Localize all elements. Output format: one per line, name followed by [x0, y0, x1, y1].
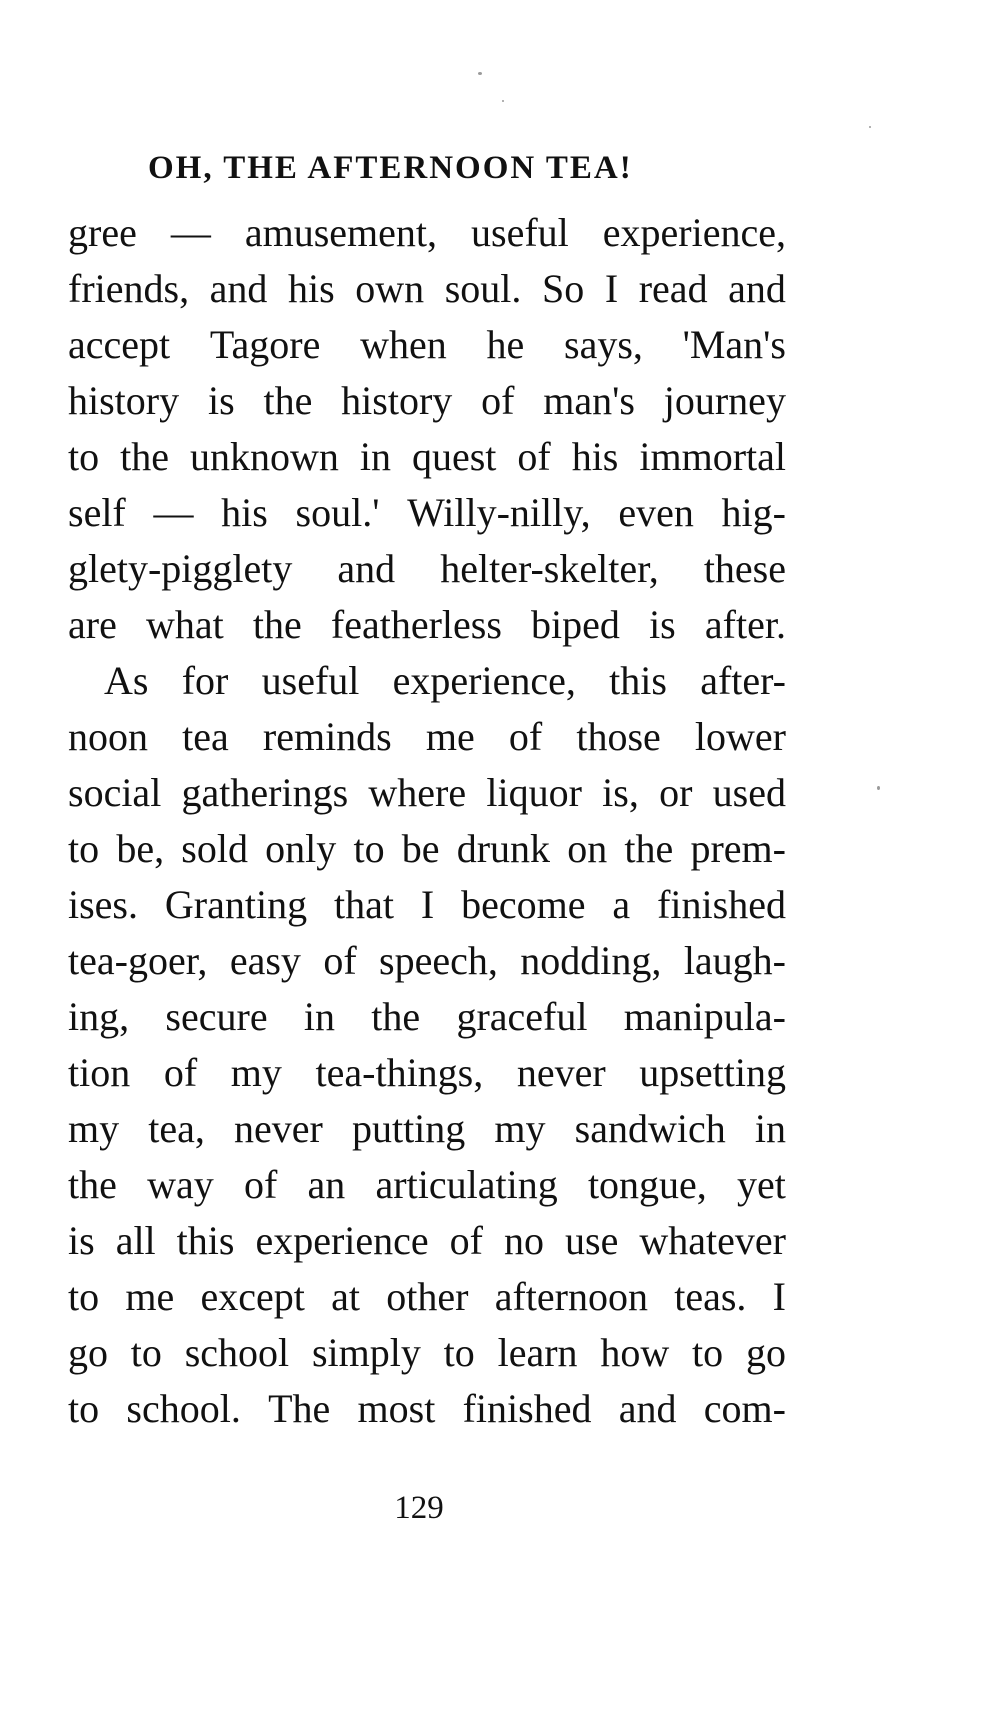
word: lower: [694, 714, 786, 759]
text-line: [68, 485, 786, 541]
text-line: [68, 1269, 786, 1325]
word: go: [68, 1330, 108, 1375]
word: read: [638, 266, 708, 311]
word: com-: [703, 1386, 786, 1431]
word: 'Man's: [682, 322, 786, 367]
word: tion: [68, 1050, 131, 1095]
word: use: [565, 1218, 619, 1263]
word: history: [68, 378, 180, 423]
word: glety-pigglety: [68, 546, 293, 591]
word: nodding,: [520, 938, 662, 983]
word: tea-things,: [315, 1050, 484, 1095]
word: or: [659, 770, 693, 815]
word: learn: [497, 1330, 578, 1375]
word: unknown: [189, 434, 339, 479]
word: is: [68, 1218, 95, 1263]
text-line: [68, 1045, 786, 1101]
text-line: [68, 1325, 786, 1381]
word: biped: [531, 602, 620, 647]
word: —: [153, 490, 194, 535]
running-head: OH, THE AFTERNOON TEA!: [148, 150, 633, 186]
word: experience: [255, 1218, 429, 1263]
word: except: [200, 1274, 305, 1319]
word: an: [307, 1162, 346, 1207]
word: that: [334, 882, 394, 927]
word: hig-: [721, 490, 786, 535]
word: Granting: [164, 882, 308, 927]
word: to: [68, 1274, 100, 1319]
word: me: [125, 1274, 175, 1319]
word: amusement,: [244, 210, 437, 255]
word: how: [600, 1330, 670, 1375]
word: most: [357, 1386, 436, 1431]
word: even: [618, 490, 694, 535]
word: on: [567, 826, 608, 871]
word: of: [243, 1162, 278, 1207]
word: never: [234, 1106, 323, 1151]
word: this: [176, 1218, 235, 1263]
word: says,: [564, 322, 643, 367]
word: for: [181, 658, 229, 703]
word: So: [542, 266, 585, 311]
text-line: [68, 261, 786, 317]
word: accept: [68, 322, 171, 367]
word: at: [331, 1274, 360, 1319]
word: immortal: [639, 434, 786, 479]
word: easy: [229, 938, 301, 983]
word: ises.: [68, 882, 138, 927]
word: experience,: [392, 658, 576, 703]
page-number: 129: [394, 1490, 444, 1526]
word: those: [576, 714, 661, 759]
word: school.: [126, 1386, 241, 1431]
word: to: [68, 826, 100, 871]
word: to: [68, 434, 100, 479]
text-line: [68, 1381, 786, 1437]
paper-speck: [869, 126, 871, 128]
word: his: [288, 266, 335, 311]
text-line: [68, 541, 786, 597]
word: and: [728, 266, 786, 311]
word: these: [703, 546, 786, 591]
word: journey: [663, 378, 786, 423]
word: of: [517, 434, 551, 479]
word: to: [68, 1386, 100, 1431]
word: teas.: [674, 1274, 747, 1319]
word: Tagore: [209, 322, 321, 367]
word: I: [420, 882, 435, 927]
word: finished: [462, 1386, 592, 1431]
word: to: [353, 826, 385, 871]
word: tea-goer,: [68, 938, 208, 983]
word: be,: [116, 826, 165, 871]
word: of: [449, 1218, 483, 1263]
word: Willy-nilly,: [407, 490, 591, 535]
text-line: [68, 1101, 786, 1157]
word: after.: [704, 602, 786, 647]
word: putting: [351, 1106, 466, 1151]
text-line: [68, 1213, 786, 1269]
word: to: [692, 1330, 724, 1375]
text-line: [68, 709, 786, 765]
body-text: [68, 205, 786, 1437]
word: manipula-: [623, 994, 786, 1039]
text-line: [68, 877, 786, 933]
word: my: [230, 1050, 282, 1095]
word: I: [772, 1274, 786, 1319]
word: school: [184, 1330, 290, 1375]
word: drunk: [456, 826, 551, 871]
word: laugh-: [683, 938, 786, 983]
word: upsetting: [639, 1050, 786, 1095]
word: As: [104, 658, 149, 703]
word: reminds: [262, 714, 392, 759]
paper-speck: [877, 786, 880, 790]
text-line: [68, 933, 786, 989]
word: noon: [68, 714, 148, 759]
word: all: [115, 1218, 156, 1263]
word: way: [147, 1162, 214, 1207]
word: liquor: [486, 770, 582, 815]
word: afternoon: [494, 1274, 648, 1319]
word: sandwich: [574, 1106, 726, 1151]
word: friends,: [68, 266, 190, 311]
word: of: [163, 1050, 198, 1095]
word: helter-skelter,: [440, 546, 659, 591]
word: soul.: [444, 266, 522, 311]
word: the: [68, 1162, 117, 1207]
word: to: [443, 1330, 475, 1375]
word: is,: [602, 770, 639, 815]
word: gree: [68, 210, 137, 255]
word: when: [360, 322, 447, 367]
word: useful: [471, 210, 569, 255]
word: he: [486, 322, 525, 367]
word: be: [401, 826, 440, 871]
text-line: [68, 373, 786, 429]
word: featherless: [330, 602, 502, 647]
word: no: [504, 1218, 544, 1263]
word: the: [371, 994, 421, 1039]
word: prem-: [690, 826, 786, 871]
word: in: [754, 1106, 786, 1151]
word: his: [571, 434, 619, 479]
word: finished: [657, 882, 786, 927]
word: own: [355, 266, 425, 311]
word: and: [209, 266, 268, 311]
text-line: [68, 429, 786, 485]
word: of: [508, 714, 543, 759]
word: man's: [543, 378, 635, 423]
word: articulating: [375, 1162, 558, 1207]
text-line: [68, 317, 786, 373]
word: the: [252, 602, 302, 647]
word: ing,: [68, 994, 130, 1039]
word: tongue,: [587, 1162, 707, 1207]
word: go: [745, 1330, 786, 1375]
word: the: [624, 826, 674, 871]
word: and: [337, 546, 396, 591]
word: this: [609, 658, 667, 703]
word: become: [461, 882, 586, 927]
text-line: [68, 653, 786, 709]
paper-speck: [478, 72, 482, 75]
word: soul.': [295, 490, 380, 535]
word: to: [130, 1330, 162, 1375]
word: the: [263, 378, 313, 423]
word: gatherings: [181, 770, 349, 815]
word: are: [68, 602, 117, 647]
word: history: [341, 378, 453, 423]
word: the: [120, 434, 169, 479]
text-line: [68, 821, 786, 877]
word: is: [649, 602, 676, 647]
word: tea,: [148, 1106, 205, 1151]
word: a: [612, 882, 631, 927]
word: yet: [737, 1162, 786, 1207]
word: secure: [165, 994, 268, 1039]
word: is: [207, 378, 235, 423]
word: useful: [261, 658, 360, 703]
word: tea: [182, 714, 229, 759]
word: in: [303, 994, 335, 1039]
word: —: [170, 210, 211, 255]
word: and: [618, 1386, 677, 1431]
word: what: [145, 602, 224, 647]
word: graceful: [456, 994, 588, 1039]
text-line: [68, 597, 786, 653]
word: of: [323, 938, 357, 983]
word: his: [221, 490, 268, 535]
word: sold: [181, 826, 248, 871]
word: never: [516, 1050, 606, 1095]
word: quest: [411, 434, 497, 479]
text-line: [68, 205, 786, 261]
word: after-: [700, 658, 786, 703]
paper-speck: [502, 100, 504, 102]
word: other: [386, 1274, 469, 1319]
word: speech,: [379, 938, 498, 983]
word: The: [268, 1386, 331, 1431]
text-line: [68, 765, 786, 821]
word: self: [68, 490, 126, 535]
word: me: [425, 714, 475, 759]
word: my: [494, 1106, 546, 1151]
word: simply: [311, 1330, 421, 1375]
word: used: [712, 770, 786, 815]
word: only: [265, 826, 337, 871]
word: where: [368, 770, 467, 815]
word: I: [604, 266, 619, 311]
word: experience,: [602, 210, 786, 255]
word: in: [359, 434, 391, 479]
word: whatever: [639, 1218, 786, 1263]
word: my: [68, 1106, 120, 1151]
word: social: [68, 770, 162, 815]
text-line: [68, 1157, 786, 1213]
word: of: [481, 378, 515, 423]
text-line: [68, 989, 786, 1045]
